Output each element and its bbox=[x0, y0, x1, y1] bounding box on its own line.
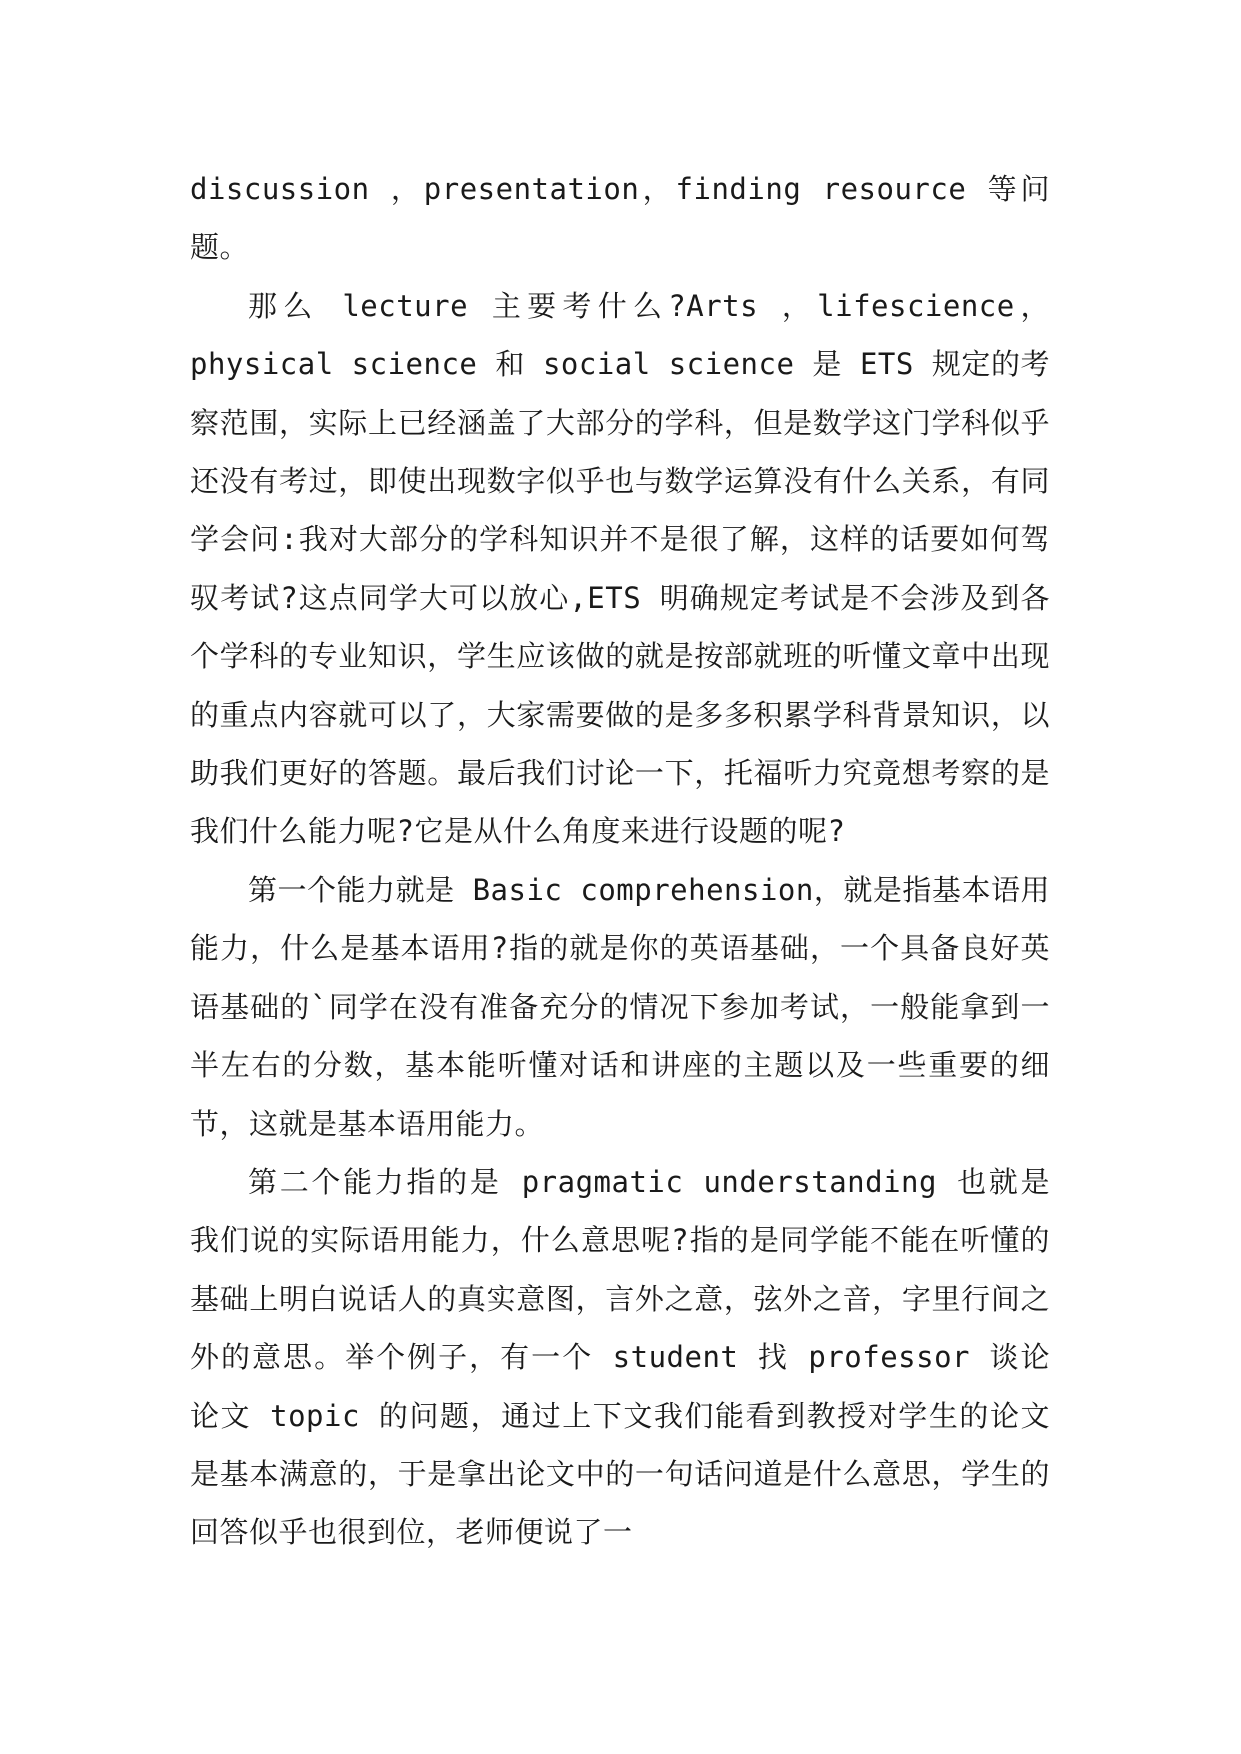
body-text bbox=[190, 160, 1050, 1562]
paragraph-4: 第二个能力指的是 pragmatic understanding 也就是我们说的实际语用能力，什么意思呢?指的是同学能不能在听懂的基础上明白说话人的真实意图，言外之意，弦外之音，字里行间之外的意思。举个例子，有一个 student 找 professor 谈论论文 topic 的问题，通过上下文我们能看到教授对学生的论文是基本满意的，于是拿出论文中的一句话问道是什么意思，学生的回答似乎也很到位，老师便说了一 bbox=[190, 1164, 1050, 1550]
paragraph-3: 第一个能力就是 Basic comprehension，就是指基本语用能力，什么是基本语用?指的就是你的英语基础，一个具备良好英语基础的`同学在没有准备充分的情况下参加考试，一般能拿到一半左右的分数，基本能听懂对话和讲座的主题以及一些重要的细节，这就是基本语用能力。 bbox=[190, 872, 1050, 1141]
paragraph-1: discussion ，presentation，finding resource 等问题。 bbox=[190, 172, 1050, 265]
paragraph-2: 那么 lecture 主要考什么?Arts ，lifescience，physical science 和 social science 是 ETS 规定的考察范围，实际上已经涵盖了大部分的学科，但是数学这门学科似乎还没有考过，即使出现数字似乎也与数学运算没有什么关系，有同学会问:我对大部分的学科知识并不是很了解，这样的话要如何驾驭考试?这点同学大可以放心,ETS 明确规定考试是不会涉及到各个学科的专业知识，学生应该做的就是按部就班的听懂文章中出现的重点内容就可以了，大家需要做的是多多积累学科背景知识，以助我们更好的答题。最后我们讨论一下，托福听力究竟想考察的是我们什么能力呢?它是从什么角度来进行设题的呢? bbox=[190, 288, 1050, 849]
